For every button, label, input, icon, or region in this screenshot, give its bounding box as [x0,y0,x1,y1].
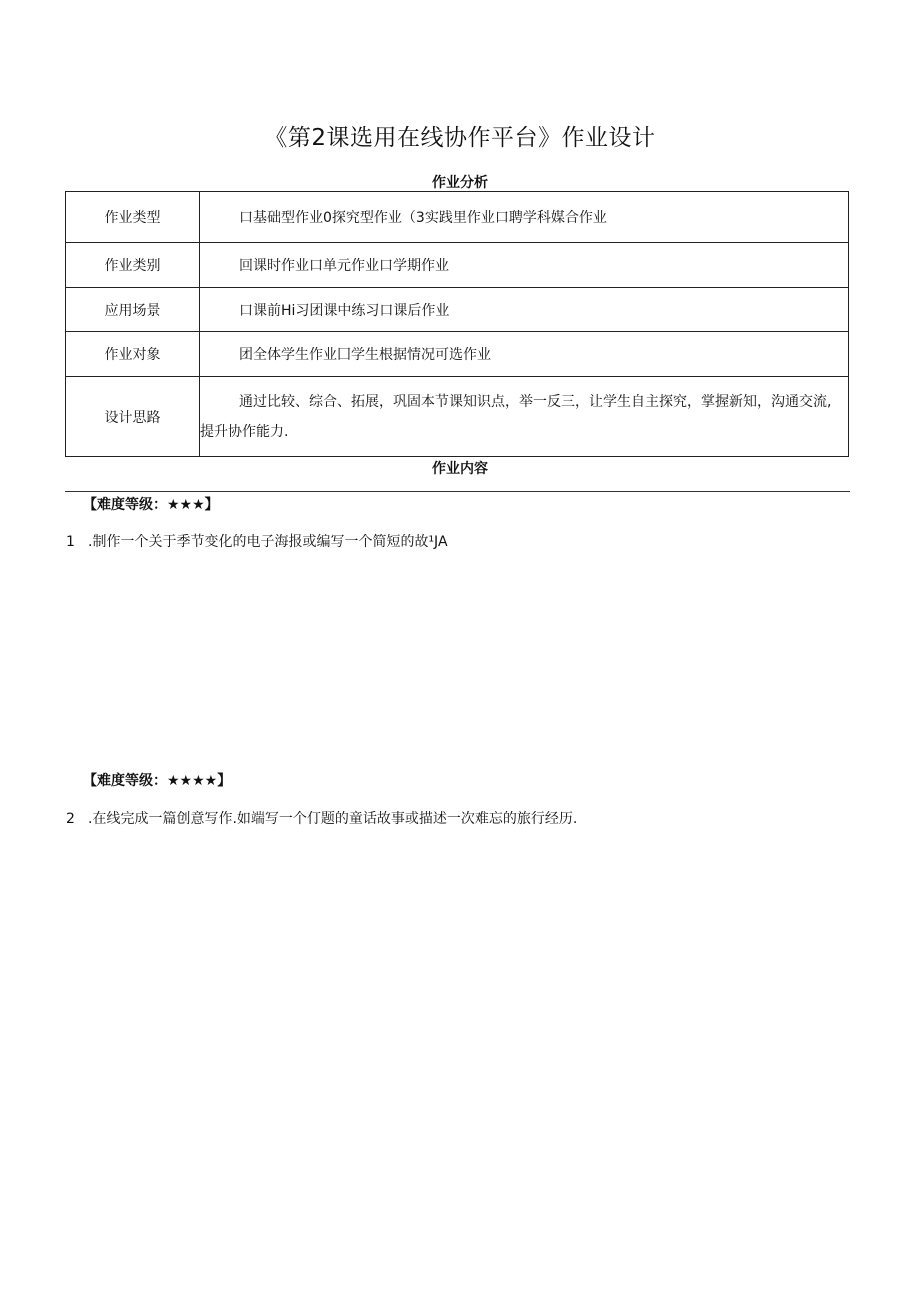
row-label: 应用场景 [66,288,200,332]
row-value: 口基础型作业0探究型作业（3实践里作业口聘学科媒合作业 [200,192,849,243]
question-number: 2 [66,811,75,827]
row-label: 作业对象 [66,332,200,377]
question-number: 1 [66,534,75,550]
row-label: 作业类型 [66,192,200,243]
divider [65,491,850,492]
row-value: 回课时作业口单元作业口学期作业 [200,243,849,288]
analysis-heading: 作业分析 [432,175,488,191]
table-row [66,332,849,377]
row-value: 通过比较、综合、拓展，巩固本节课知识点，举一反三，让学生自主探究，掌握新知，沟通交流,提升协作能力. [200,377,849,457]
question-text: .在线完成一篇创意写作.如端写一个仃题的童话故事或描述一次难忘的旅行经历. [88,811,578,827]
table-row [66,192,849,243]
difficulty-level: 【难度等级：★★★★】 [83,773,232,789]
question-text: .制作一个关于季节变化的电子海报或编写一个简短的故¹JA [88,534,448,550]
content-heading: 作业内容 [432,461,488,477]
question-item [66,808,577,828]
difficulty-level: 【难度等级：★★★】 [83,497,219,513]
row-value: 团全体学生作业囗学生根据情况可选作业 [200,332,849,377]
table-row [66,288,849,332]
table-row [66,377,849,457]
row-label: 设计思路 [66,377,200,457]
table-row [66,243,849,288]
row-value: 口课前Hi习团课中练习口课后作业 [200,288,849,332]
row-label: 作业类别 [66,243,200,288]
question-item [66,531,448,551]
analysis-table [65,191,849,457]
page-title: 《第2课选用在线协作平台》作业设计 [264,125,656,151]
